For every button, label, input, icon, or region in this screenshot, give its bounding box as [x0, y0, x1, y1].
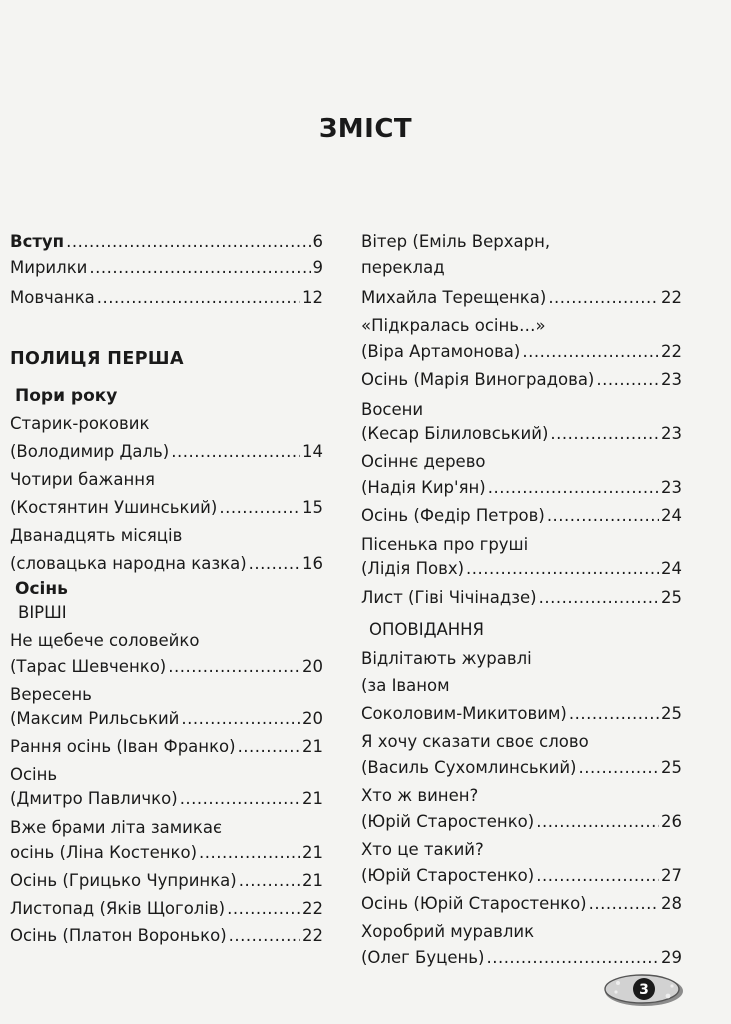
entry-text: Вже брами літа замикає: [10, 818, 223, 837]
dot-leader: [550, 421, 659, 447]
entry-page-number: 26: [661, 812, 682, 831]
entry-page-number: 23: [661, 370, 682, 389]
entry-text: Мовчанка: [10, 288, 95, 307]
entry-page-number: 24: [661, 559, 682, 578]
entry-page-number: 6: [312, 232, 323, 251]
left-subheading: [10, 383, 323, 409]
left-entry: [10, 439, 323, 465]
right-entry: [361, 863, 682, 889]
entry-page-number: 9: [312, 258, 323, 277]
right-entry: [361, 475, 682, 501]
dot-leader: [229, 923, 300, 949]
right-entry: [361, 313, 682, 339]
entry-page-number: 25: [661, 588, 682, 607]
page-number-badge: [602, 972, 684, 1008]
entry-text: Мирилки: [10, 258, 88, 277]
right-entry: [361, 255, 682, 281]
dot-leader: [239, 868, 300, 894]
entry-text: Листопад (Яків Щоголів): [10, 899, 226, 918]
right-entry: [361, 285, 682, 311]
entry-text: Рання осінь (Іван Франко): [10, 737, 236, 756]
left-entry: [10, 923, 323, 949]
right-entry: [361, 891, 682, 917]
right-entry: [361, 945, 682, 971]
entry-text: (Дмитро Павличко): [10, 789, 178, 808]
entry-text: Лист (Гіві Чічінадзе): [361, 588, 537, 607]
entry-text: Не щебече соловейко: [10, 631, 200, 650]
right-entry: [361, 701, 682, 727]
entry-page-number: 21: [302, 737, 323, 756]
entry-text: (Юрій Старостенко): [361, 812, 535, 831]
entry-text: осінь (Ліна Костенко): [10, 843, 198, 862]
entry-text: Відлітають журавлі: [361, 649, 532, 668]
left-entry: [10, 682, 323, 708]
left-entry: [10, 706, 323, 732]
right-entry: [361, 673, 682, 699]
dot-leader: [596, 367, 659, 393]
right-entry: [361, 809, 682, 835]
right-entry: [361, 229, 682, 255]
right-entry: [361, 397, 682, 423]
entry-text: Восени: [361, 400, 424, 419]
left-entry: [10, 786, 323, 812]
right-entry: [361, 367, 682, 393]
left-entry: [10, 840, 323, 866]
entry-text: Осінь (Марія Виноградова): [361, 370, 595, 389]
dot-leader: [181, 706, 300, 732]
left-entry: [10, 229, 323, 255]
left-entry: [10, 654, 323, 680]
entry-text: (Віра Артамонова): [361, 342, 521, 361]
entry-text: Я хочу сказати своє слово: [361, 732, 589, 751]
entry-text: переклад: [361, 258, 445, 277]
entry-page-number: 21: [302, 871, 323, 890]
entry-text: Осінь: [10, 765, 58, 784]
entry-text: (Юрій Старостенко): [361, 866, 535, 885]
dot-leader: [547, 503, 659, 529]
entry-text: Дванадцять місяців: [10, 526, 183, 545]
right-entry: [361, 532, 682, 558]
entry-text: Пісенька про груші: [361, 535, 529, 554]
dot-leader: [488, 475, 659, 501]
dot-leader: [219, 495, 300, 521]
entry-text: ПОЛИЦЯ ПЕРША: [10, 349, 184, 369]
entry-text: Осінь: [15, 579, 68, 599]
entry-text: Пори року: [15, 386, 118, 406]
entry-page-number: 27: [661, 866, 682, 885]
dot-leader: [522, 339, 659, 365]
dot-leader: [569, 701, 659, 727]
entry-text: (Костянтин Ушинський): [10, 498, 218, 517]
entry-page-number: 23: [661, 478, 682, 497]
right-entry: [361, 755, 682, 781]
entry-text: Соколовим-Микитовим): [361, 704, 567, 723]
entry-text: (Лідія Повх): [361, 559, 465, 578]
dot-leader: [199, 840, 300, 866]
entry-page-number: 23: [661, 424, 682, 443]
left-entry: [10, 868, 323, 894]
entry-page-number: 25: [661, 704, 682, 723]
left-entry: [10, 467, 323, 493]
entry-text: Хто ж винен?: [361, 786, 479, 805]
right-label: [361, 617, 682, 643]
dot-leader: [536, 863, 659, 889]
entry-text: Хоробрий муравлик: [361, 922, 535, 941]
dot-leader: [486, 945, 659, 971]
entry-page-number: 20: [302, 657, 323, 676]
entry-page-number: 24: [661, 506, 682, 525]
entry-page-number: 21: [302, 843, 323, 862]
entry-page-number: 20: [302, 709, 323, 728]
left-entry: [10, 628, 323, 654]
left-entry: [10, 815, 323, 841]
entry-text: Осінь (Юрій Старостенко): [361, 894, 587, 913]
entry-text: (Тарас Шевченко): [10, 657, 167, 676]
entry-page-number: 28: [661, 894, 682, 913]
dot-leader: [180, 786, 300, 812]
right-entry: [361, 783, 682, 809]
dot-leader: [589, 891, 659, 917]
dot-leader: [227, 896, 300, 922]
entry-text: Осінь (Федір Петров): [361, 506, 545, 525]
entry-text: «Підкралась осінь…»: [361, 316, 546, 335]
toc-title: ЗМІСТ: [318, 114, 413, 144]
entry-text: (Олег Буцень): [361, 948, 485, 967]
right-entry: [361, 919, 682, 945]
dot-leader: [89, 255, 310, 281]
dot-leader: [66, 229, 310, 255]
left-entry: [10, 762, 323, 788]
entry-text: Старик-роковик: [10, 414, 150, 433]
dot-leader: [168, 654, 300, 680]
entry-text: ОПОВІДАННЯ: [369, 620, 485, 639]
dot-leader: [536, 809, 659, 835]
left-heading: [10, 346, 323, 372]
left-subheading: [10, 576, 323, 602]
entry-text: (Кесар Білиловський): [361, 424, 549, 443]
entry-text: Вересень: [10, 685, 92, 704]
entry-page-number: 22: [661, 288, 682, 307]
entry-text: Михайла Терещенка): [361, 288, 547, 307]
left-label: [10, 600, 323, 626]
entry-page-number: 29: [661, 948, 682, 967]
entry-page-number: 25: [661, 758, 682, 777]
entry-text: Осінь (Платон Воронько): [10, 926, 227, 945]
entry-page-number: 12: [302, 288, 323, 307]
entry-text: (Надія Кир'ян): [361, 478, 486, 497]
dot-leader: [578, 755, 659, 781]
left-entry: [10, 551, 323, 577]
dot-leader: [539, 585, 659, 611]
left-entry: [10, 411, 323, 437]
entry-page-number: 16: [302, 554, 323, 573]
dot-leader: [249, 551, 300, 577]
right-entry: [361, 729, 682, 755]
entry-text: Чотири бажання: [10, 470, 155, 489]
entry-page-number: 22: [302, 899, 323, 918]
dot-leader: [171, 439, 300, 465]
left-entry: [10, 896, 323, 922]
entry-text: (словацька народна казка): [10, 554, 247, 573]
entry-text: Вітер (Еміль Верхарн,: [361, 232, 551, 251]
entry-text: Хто це такий?: [361, 840, 484, 859]
right-entry: [361, 421, 682, 447]
dot-leader: [548, 285, 659, 311]
left-entry: [10, 285, 323, 311]
right-entry: [361, 556, 682, 582]
entry-text: (Володимир Даль): [10, 442, 170, 461]
entry-text: (за Іваном: [361, 676, 450, 695]
entry-page-number: 22: [661, 342, 682, 361]
left-entry: [10, 255, 323, 281]
entry-text: (Максим Рильський: [10, 709, 180, 728]
left-entry: [10, 495, 323, 521]
right-entry: [361, 339, 682, 365]
right-entry: [361, 646, 682, 672]
right-entry: [361, 837, 682, 863]
entry-page-number: 15: [302, 498, 323, 517]
dot-leader: [238, 734, 300, 760]
right-entry: [361, 585, 682, 611]
entry-text: Осіннє дерево: [361, 452, 486, 471]
entry-page-number: 22: [302, 926, 323, 945]
entry-text: ВІРШІ: [18, 603, 67, 622]
entry-text: Осінь (Грицько Чупринка): [10, 871, 237, 890]
entry-page-number: 14: [302, 442, 323, 461]
right-entry: [361, 503, 682, 529]
entry-page-number: 21: [302, 789, 323, 808]
dot-leader: [466, 556, 659, 582]
page-number: 3: [639, 982, 649, 998]
left-entry: [10, 734, 323, 760]
entry-text: (Василь Сухомлинський): [361, 758, 577, 777]
right-entry: [361, 449, 682, 475]
dot-leader: [97, 285, 300, 311]
left-entry: [10, 523, 323, 549]
entry-text: Вступ: [10, 232, 65, 251]
